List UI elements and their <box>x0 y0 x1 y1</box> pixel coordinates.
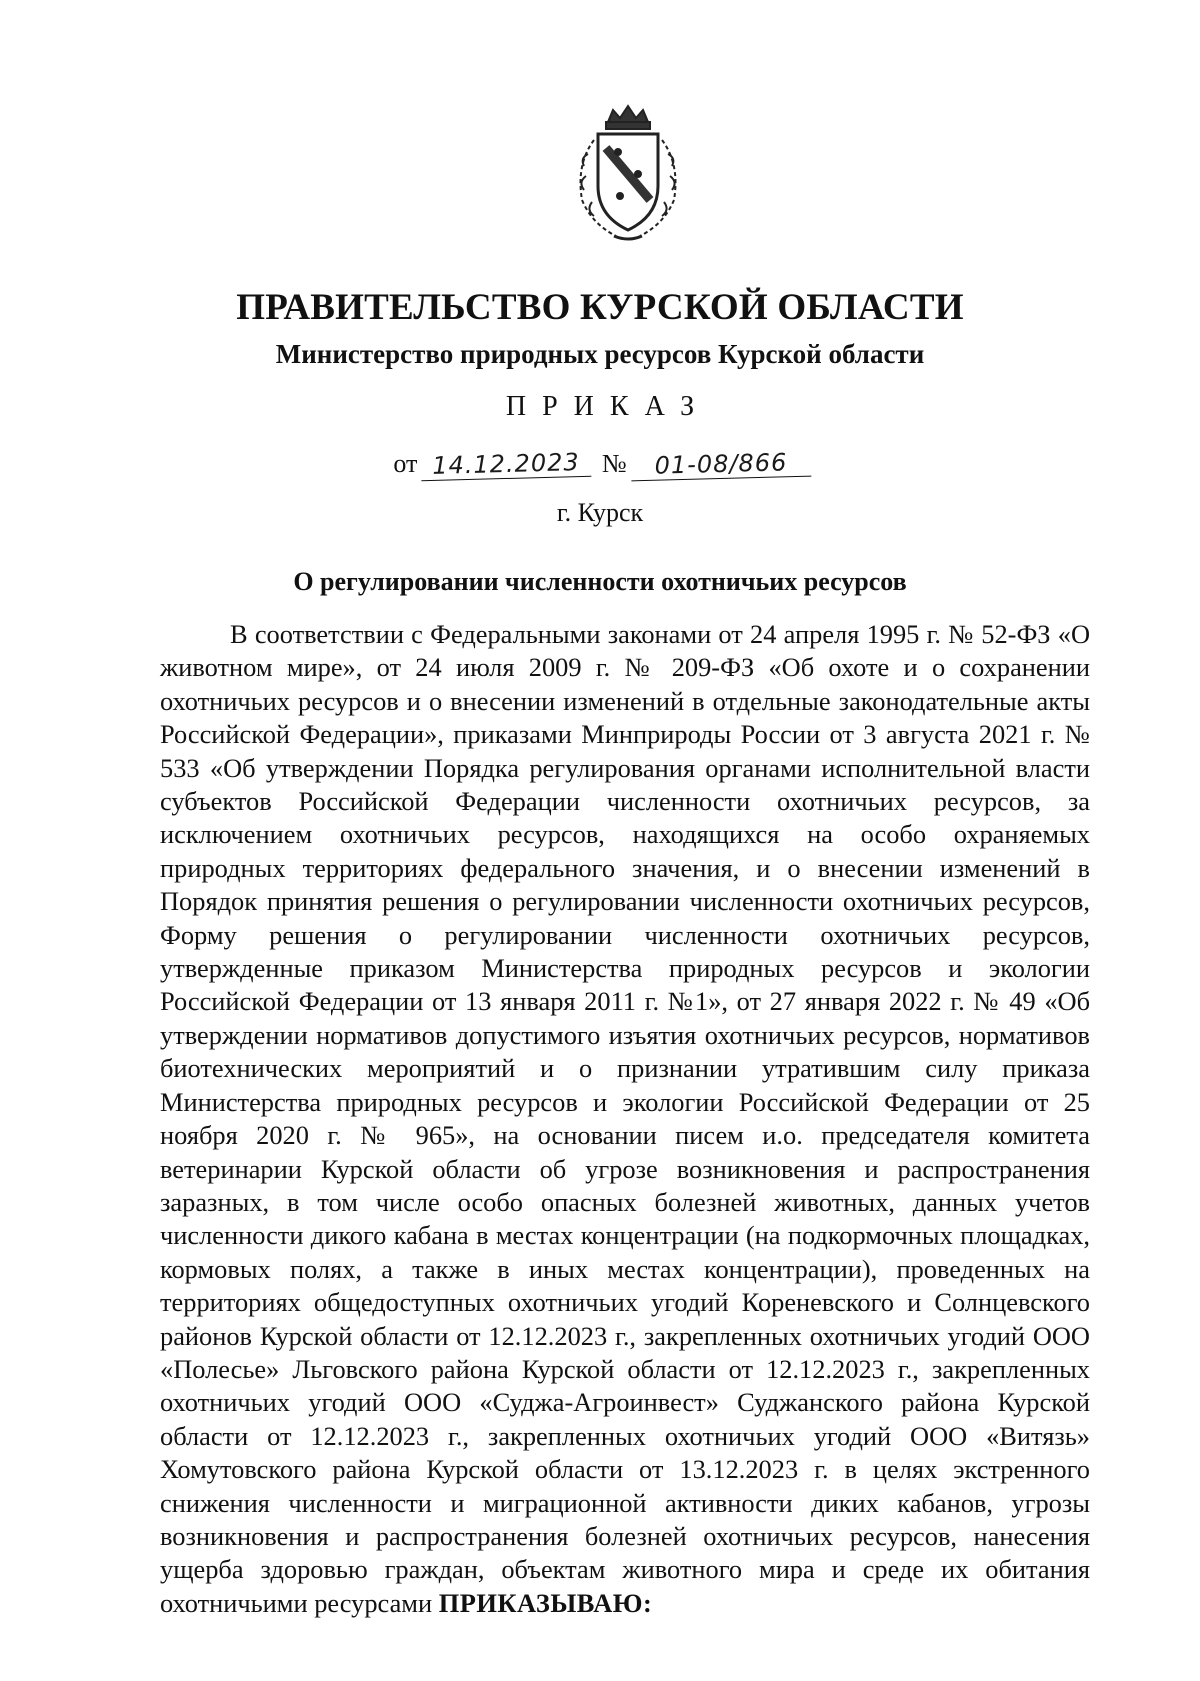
city: г. Курск <box>556 498 644 527</box>
body-text: В соответствии с Федеральными законами от 24 апреля 1995 г. № 52-ФЗ «О животном мире», от 24 июля 2009 г. № 209-ФЗ «Об охоте и о сохранении охотничьих ресурсов и о внесении изменений в отдельные законодательные акты Российской Федерации», приказами Минприроды России от 3 августа 2021 г. № 533 «Об утверждении Порядка регулирования органами исполнительной власти субъектов Российской Федерации численности охотничьих ресурсов, за исключением охотничьих ресурсов, находящихся на особо охраняемых природных территориях федерального значения, и о внесении изменений в Порядок принятия решения о регулировании численности охотничьих ресурсов, Форму решения о регулировании численности охотничьих ресурсов, утвержденные приказом Министерства природных ресурсов и экологии Российской Федерации от 13 января 2011 г. №1», от 27 января 2022 г. № 49 «Об утверждении нормативов допустимого изъятия охотничьих ресурсов, нормативов биотехнических мероприятий и о признании утратившим силу приказа Министерства природных ресурсов и экологии Российской Федерации от 25 ноября 2020 г. № 965», на основании писем и.о. председателя комитета ветеринарии Курской области об угрозе возникновения и распространения заразных, в том числе особо опасных болезней животных, данных учетов численности дикого кабана в местах концентрации (на подкормочных площадках, кормовых полях, а также в иных местах концентрации), проведенных на территориях общедоступных охотничьих угодий Кореневского и Солнцевского районов Курской области от 12.12.2023 г., закрепленных охотничьих угодий ООО «Полесье» Льговского района Курской области от 12.12.2023 г., закрепленных охотничьих угодий ООО «Суджа-Агроинвест» Суджанского района Курской области от 12.12.2023 г., закрепленных охотничьих угодий ООО «Витязь» Хомутовского района Курской области от 13.12.2023 г. в целях экстренного снижения численности и миграционной активности диких кабанов, угрозы возникновения и распространения болезней охотничьих ресурсов, нанесения ущерба здоровью граждан, объектам животного мира и среде их обитания охотничьими ресурсами <box>160 619 1090 1618</box>
government-title: ПРАВИТЕЛЬСТВО КУРСКОЙ ОБЛАСТИ <box>236 287 964 328</box>
date-prefix: от <box>393 449 418 478</box>
date-number-line <box>0 449 1200 479</box>
document-subject: О регулировании численности охотничьих ресурсов <box>293 567 907 596</box>
body-paragraph <box>160 618 1090 1620</box>
handwritten-number: 01-08/866 <box>630 448 811 482</box>
handwritten-date: 14.12.2023 <box>421 448 592 481</box>
number-prefix: № <box>601 449 627 478</box>
document-type: ПРИКАЗ <box>505 391 711 422</box>
coat-of-arms-icon <box>558 104 698 244</box>
ministry-name: Министерство природных ресурсов Курской области <box>275 339 925 369</box>
command-word: ПРИКАЗЫВАЮ: <box>438 1587 653 1618</box>
